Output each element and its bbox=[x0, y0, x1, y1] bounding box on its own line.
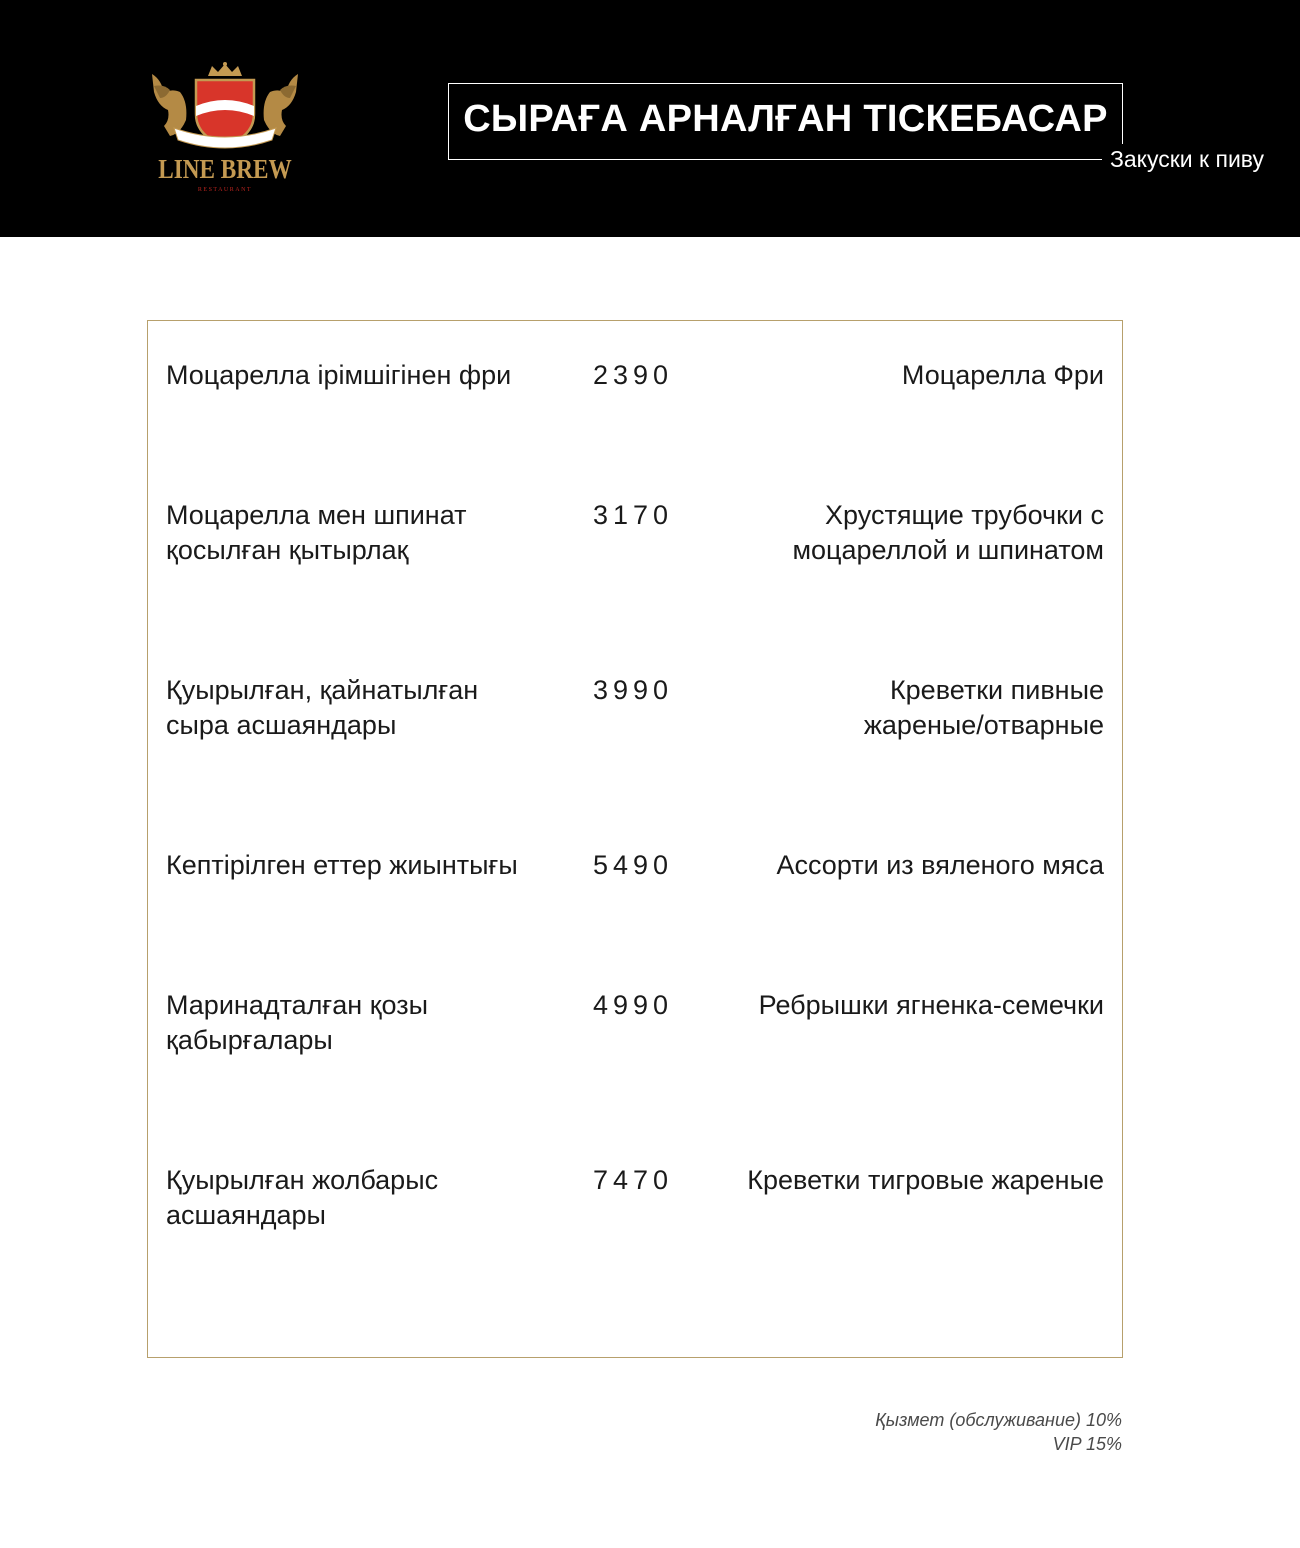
section-title-box bbox=[448, 83, 1123, 160]
service-charge-note bbox=[875, 1408, 1122, 1456]
item-price: 5490 bbox=[593, 850, 674, 880]
item-name-kz: Моцарелла мен шпинат қосылған қытырлақ bbox=[166, 500, 467, 565]
service-charge-text: Қызмет (обслуживание) 10% bbox=[875, 1410, 1122, 1430]
section-subtitle: Закуски к пиву bbox=[1102, 144, 1272, 174]
logo-wordmark: LINE BREW bbox=[158, 154, 292, 184]
item-name-ru: Креветки тигровые жареные bbox=[747, 1165, 1104, 1195]
item-name-ru: Хрустящие трубочки с моцареллой и шпинатом bbox=[792, 500, 1104, 565]
menu-list bbox=[147, 320, 1123, 1358]
crest-icon bbox=[140, 62, 310, 157]
logo-subtitle: RESTAURANT bbox=[197, 187, 253, 193]
item-price: 3990 bbox=[593, 675, 674, 705]
item-name-ru: Моцарелла Фри bbox=[901, 360, 1104, 390]
restaurant-logo bbox=[140, 62, 310, 202]
section-title: СЫРАҒА АРНАЛҒАН ТІСКЕБАСАР bbox=[463, 98, 1108, 140]
item-name-kz: Қуырылған, қайнатылған сыра асшаяндары bbox=[166, 675, 479, 740]
header-bar bbox=[0, 0, 1300, 237]
item-name-kz: Маринадталған қозы қабырғалары bbox=[166, 990, 429, 1055]
item-name-kz: Қуырылған жолбарыс асшаяндары bbox=[166, 1165, 439, 1230]
item-price: 2390 bbox=[593, 360, 674, 390]
item-name-ru: Креветки пивные жареные/отварные bbox=[863, 675, 1104, 740]
item-name-kz: Кептірілген еттер жиынтығы bbox=[166, 850, 518, 880]
item-price: 3170 bbox=[593, 500, 674, 530]
vip-charge-text: VIP 15% bbox=[1052, 1434, 1122, 1454]
item-name-kz: Моцарелла ірімшігінен фри bbox=[166, 360, 512, 390]
item-price: 7470 bbox=[593, 1165, 674, 1195]
item-name-ru: Ассорти из вяленого мяса bbox=[776, 850, 1104, 880]
item-name-ru: Ребрышки ягненка-семечки bbox=[758, 990, 1104, 1020]
item-price: 4990 bbox=[593, 990, 674, 1020]
